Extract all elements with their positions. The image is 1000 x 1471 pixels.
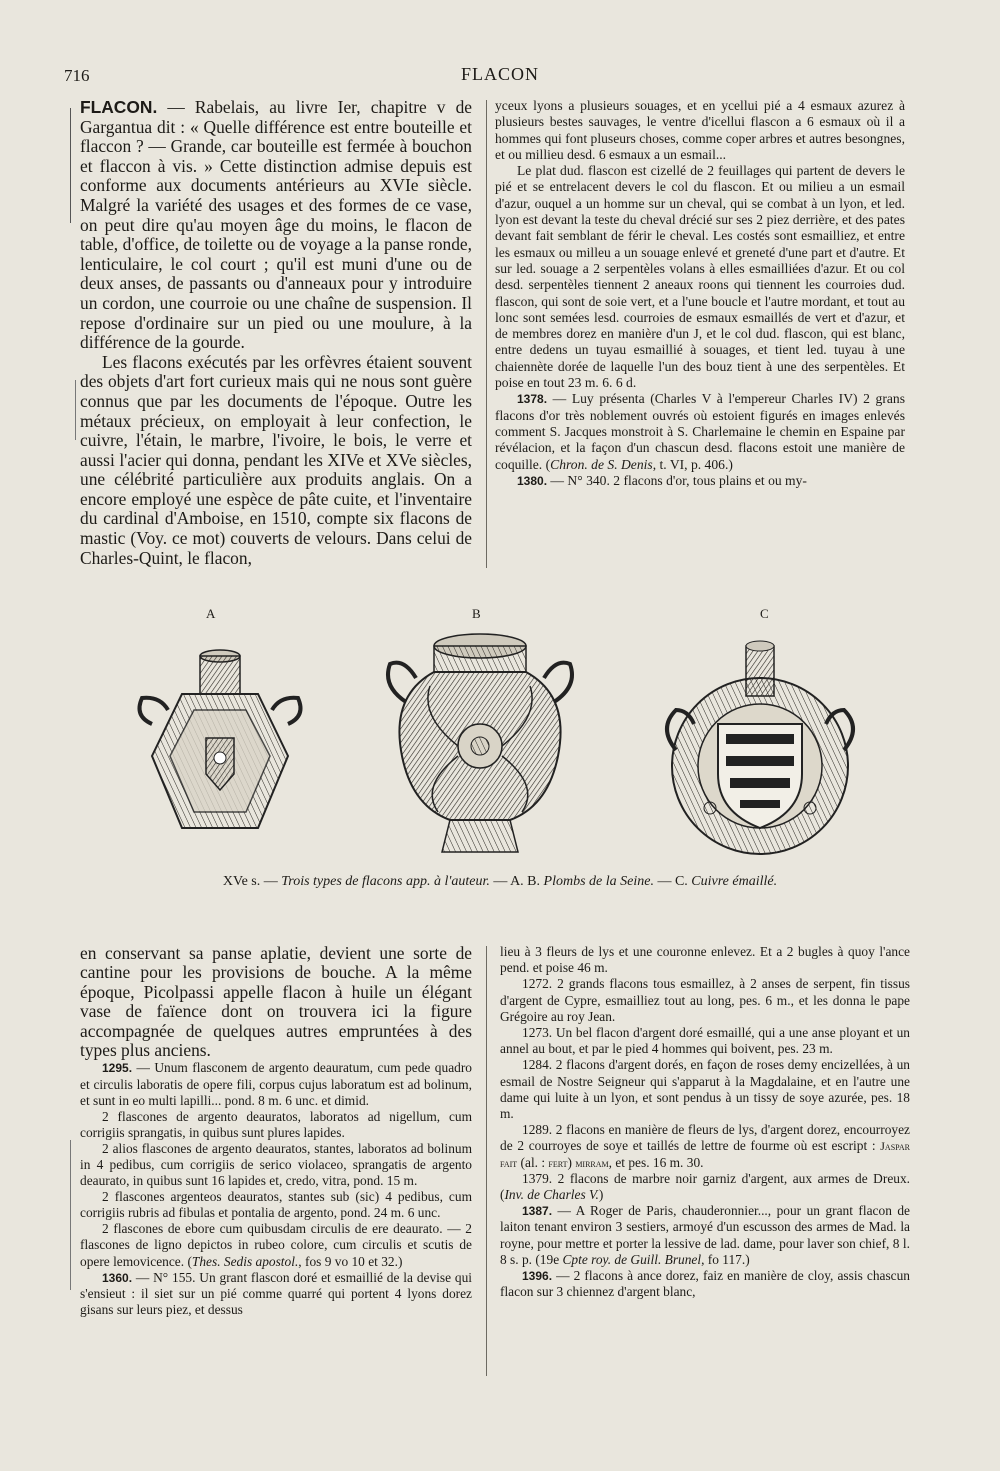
quotation-paragraph: 2 alios flascones de argento deauratos, stantes, laboratos ad bolinum in 4 pedibus, cum corrigiis de serico violaceo, sprangatis de argento deaurato, in quibus sunt 16 lapides et, credo, vitra, pond. 15 m. — [80, 1140, 472, 1189]
entry-year: 1360. — [102, 1270, 133, 1285]
entry-1273: 1273. Un bel flacon d'argent doré esmaillé, qui a une anse ployant et un annel au bout, et par le pied 4 hommes qui boivent, pes. 23 m. — [500, 1025, 910, 1057]
source-citation: Inv. de Charles V. — [504, 1187, 599, 1203]
entry-year: 1387. — [522, 1204, 553, 1219]
article-paragraph: Les flacons exécutés par les orfèvres étaient souvent des objets d'art fort curieux mais qui ne nous sont guère connus que par les documents de l'époque. Outre les métaux précieux, on employait à leur confection, le cuivre, l'étain, le marbre, l'ivoire, le bois, le verre et aussi l'acier qui donna, pendant les XIVe et XVe siècles, une célébrité particulière aux produits anglais. On a encore employé une espèce de pâte cuite, et l'inventaire du cardinal d'Amboise, en 1510, compte six flacons de mastic (Voy. ce mot) couverts de velours. Dans celui de Charles-Quint, le flacon, — [80, 351, 472, 568]
article-column-left-bottom — [80, 944, 472, 1318]
margin-mark — [70, 108, 77, 223]
entry-1360: 1360. — N° 155. Un grant flascon doré et esmaillié de la devise qui s'ensieut : il siet sur un pié comme quarré qui portent 4 lyons dorez gisans sur leurs piez, et dessus — [80, 1269, 472, 1317]
quotation-paragraph: 2 flascones de ebore cum quibusdam circulis de ere deaurato. — 2 flascones de ligno depictos in rubeo colore, cum circulis et scutis de opere lemovicence. (Thes. Sedis apostol., fos 9 vo 10 et 32.) — [80, 1221, 472, 1269]
page-number: 716 — [64, 66, 90, 85]
column-rule-bottom — [486, 946, 487, 1376]
entry-1379: 1379. 2 flacons de marbre noir garniz d'argent, aux armes de Dreux. (Inv. de Charles V.) — [500, 1170, 910, 1203]
figure-caption: XVe s. — Trois types de flacons app. à l'auteur. — A. B. Plombs de la Seine. — C. Cuivre émaillé. — [222, 874, 778, 889]
article-column-left-top — [80, 98, 472, 568]
entry-1284: 1284. 2 flacons d'argent dorés, en façon de roses demy encizellées, à un esmail de Nostre Seigneur qui s'apparut à la Magdalaine, et en l'autre une dame qui luite à un lyon, et sont pendus à un tissy de soye azurée, pes. 18 m. — [500, 1057, 910, 1122]
column-rule-top — [486, 100, 487, 568]
entry-year: 1380. — [517, 473, 548, 488]
quotation-paragraph: 2 flascones de argento deauratos, laboratos ad nigellum, cum corrigiis sprangatis, in quibus sunt plures lapides. — [80, 1108, 472, 1140]
article-column-right-top — [495, 98, 905, 489]
source-citation: Chron. de S. Denis — [550, 456, 653, 472]
source-citation: Cpte roy. de Guill. Brunel — [562, 1251, 702, 1267]
figure-flacons — [120, 606, 880, 856]
article-column-right-bottom — [500, 944, 910, 1300]
quotation-paragraph: yceux lyons a plusieurs souages, et en ycellui pié a 4 esmaux azurez à plusieurs bestes sauvages, le ventre d'icellui flascon a 6 esmaux où il a hommes qui font pluseurs choses, comme coper arbres et autres besongnes, et ou millieu desd. 6 esmaux a un esmail... — [495, 98, 905, 162]
article-paragraph: en conservant sa panse aplatie, devient une sorte de cantine pour les provisions de bouche. A la même époque, Picolpassi appelle flacon à huile un élégant vase de faïence dont on trouvera ici la figure accompagnée de quelques autres empruntées à des types plus anciens. — [80, 943, 472, 1061]
entry-year: 1396. — [522, 1269, 553, 1284]
entry-1289: 1289. 2 flacons en manière de fleurs de lys, d'argent dorez, encourroyez de 2 courroyes de soye et taillés de lettre de fourme où est escript : Jaspar fait (al. : fert) mirram, et pes. 16 m. 30. — [500, 1122, 910, 1170]
entry-1387: 1387. — A Roger de Paris, chauderonnier..., pour un grant flacon de laiton tenant environ 3 sestiers, armoyé d'un escusson des armes de Mad. la royne, pour mettre et porter la lessive de lad. dame, pour laver son chief, 8 l. 8 s. p. (19e Cpte roy. de Guill. Brunel, fo 117.) — [500, 1203, 910, 1267]
running-title: FLACON — [460, 64, 539, 84]
figure-label-a: A — [206, 606, 216, 621]
quotation-paragraph: lieu à 3 fleurs de lys et une couronne enlevez. Et a 2 bugles à quoy l'ance pend. et poise 46 m. — [500, 944, 910, 976]
entry-year: 1378. — [517, 392, 548, 407]
flacon-a-drawing — [140, 650, 301, 828]
figure-label-c: C — [760, 606, 769, 621]
quotation-paragraph: 2 flascones argenteos deauratos, stantes sub (sic) 4 pedibus, cum corrigiis rubris ad fibulas et pontalia de argento, pond. 24 m. 6 unc. — [80, 1189, 472, 1221]
entry-1378: 1378. — Luy présenta (Charles V à l'empereur Charles IV) 2 grans flacons d'or très noblement ouvrés où estoient figurés en images enlevés comment S. Jacques monstroit à S. Charlemaine le chemin en Espaine par révélacion, et la façon d'un chascun desd. flacons estoit une manière de coquille. (Chron. de S. Denis, t. VI, p. 406.) — [495, 391, 905, 472]
entry-1295: 1295. — Unum flasconem de argento deauratum, cum pede quadro et circulis laboratis de opere fili, corpus cujus laboratum est ad bolinum, et sunt in eo multi lapilli... pond. 8 m. 6 unc. et dimid. — [80, 1060, 472, 1108]
entry-1396: 1396. — 2 flacons à ance dorez, faiz en manière de cloy, assis chascun flacon sur 3 chiennez d'argent blanc, — [500, 1268, 910, 1300]
flacon-b-drawing — [388, 634, 572, 852]
margin-mark — [70, 1140, 75, 1290]
flacon-c-drawing — [667, 641, 853, 854]
entry-year: 1295. — [102, 1061, 133, 1076]
article-intro-paragraph: FLACON. — Rabelais, au livre Ier, chapitre v de Gargantua dit : « Quelle différence est entre bouteille et flaccon ? — Grande, car bouteille est fermée à bouchon et flaccon à vis. » Cette distinction admise depuis est conforme aux documents antérieurs au XVIe siècle. Malgré la variété des usages et des formes de ce vase, on peut dire qu'au moyen âge du moins, le flacon de table, d'office, de toilette ou de voyage a la panse ronde, lenticulaire, le col court ; qu'il est muni d'une ou de deux anses, de passants ou d'anneaux pour y introduire un cordon, une courroie ou une chaîne de suspension. Il repose d'ordinaire sur un pied ou une moulure, à la différence de la gourde. — [80, 97, 472, 353]
figure-label-b: B — [472, 606, 481, 621]
source-citation: Thes. Sedis apostol. — [191, 1253, 299, 1269]
quotation-paragraph: Le plat dud. flascon est cizellé de 2 feuillages qui partent de devers le pié et se entrelacent devers le col du flascon. Et ou milieu a un esmail d'azur, ouquel a un homme sur un cheval, qui se combat à un lyon, et led. lyon est devant la teste du cheval drécié sur ses 2 piez derrière, et des pates devant fait semblant de férir le cheval. Les costés sont esmailliez, et entre les esmaux ou milleu a un souage enlevé et greneté d'une part et d'autre. Et sur led. souage a 2 serpentèles volans à elles esmailliées d'azur. Et ou col desd. serpentèles tiennent 2 aneaux roons qui tiennent les courroies dud. flascon, qui sont de soie vert, et a l'une boucle et l'autre mordant, et tout au lonc sont semées lesd. courroies de esmaux esmaillés de vert et d'azur, et de membres dorez en manière d'un J, et le col dud. flascon, qui est blanc, entre dedens un tuyau esmaillié à souages, et tient led. tuyau à une chaiennète dorée de laquelle l'un des bouz tient à une des serpentèles. Et poise en tout 23 m. 6. 6 d. — [495, 163, 905, 391]
entry-1272: 1272. 2 grands flacons tous esmaillez, à 2 anses de serpent, fin tissus d'argent de Cypre, esmailliez tout au long, pes. 6 m., et les donna le pape Grégoire au roy Jean. — [500, 976, 910, 1024]
entry-1380: 1380. — N° 340. 2 flacons d'or, tous plains et ou my- — [517, 472, 807, 488]
headword: FLACON. — [80, 97, 158, 117]
flacon-illustrations — [120, 606, 880, 856]
